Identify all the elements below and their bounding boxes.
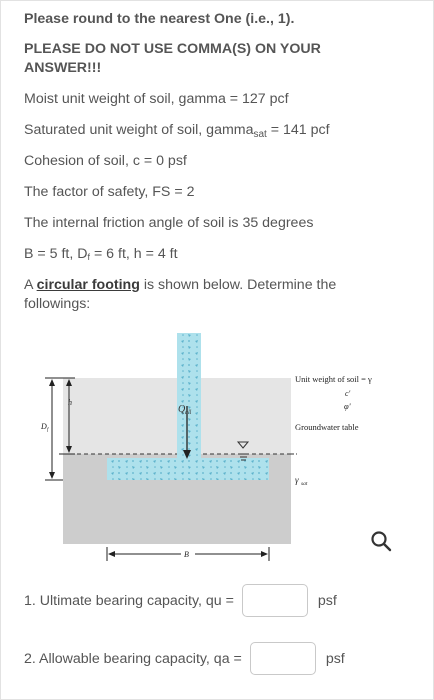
cohesion: Cohesion of soil, c = 0 psf — [24, 153, 187, 169]
groundwater-table-label: Groundwater table — [295, 422, 359, 432]
allowable-bearing-unit: psf — [325, 650, 345, 667]
circular-footing-link[interactable]: circular footing — [36, 277, 140, 293]
h-label: h — [68, 398, 72, 407]
dims-b: B = 5 ft, D — [24, 246, 88, 262]
no-comma-warning-line2: ANSWER!!! — [24, 60, 102, 76]
no-comma-warning-line1: PLEASE DO NOT USE COMMA(S) ON YOUR — [24, 41, 321, 57]
allowable-bearing-label: 2. Allowable bearing capacity, qa = — [24, 650, 242, 667]
dims-rest: = 6 ft, h = 4 ft — [90, 246, 178, 262]
question-allowable-bearing — [24, 642, 345, 675]
moist-unit-weight: Moist unit weight of soil, gamma = 127 pcf — [24, 91, 289, 107]
search-icon[interactable] — [370, 530, 392, 552]
q-sub: all — [185, 410, 192, 416]
dims-subscript: f — [87, 252, 90, 262]
cohesion-label: c' — [345, 389, 351, 398]
q-label: Q — [178, 404, 186, 415]
ultimate-bearing-unit: psf — [317, 592, 337, 609]
df-sub: f — [47, 428, 49, 433]
factor-of-safety: The factor of safety, FS = 2 — [24, 184, 195, 200]
footing-base — [107, 458, 269, 480]
gamma-sat-label: γ — [295, 475, 299, 485]
circular-footing-diagram — [39, 326, 409, 571]
df-label: D — [41, 422, 47, 431]
prompt-post: is shown below. Determine the — [139, 277, 337, 293]
friction-angle: The internal friction angle of soil is 35 degrees — [24, 215, 314, 231]
saturated-unit-weight — [24, 122, 330, 140]
ultimate-bearing-label: 1. Ultimate bearing capacity, qu = — [24, 592, 234, 609]
allowable-bearing-input[interactable] — [250, 642, 316, 675]
question-ultimate-bearing — [24, 584, 337, 617]
b-label: B — [184, 550, 189, 559]
b-dimension — [107, 547, 269, 561]
saturated-subscript: sat — [253, 129, 267, 140]
gamma-sat-sub: sat — [301, 481, 308, 487]
phi-label: φ' — [344, 401, 351, 411]
prompt-line2: followings: — [24, 296, 91, 312]
dimensions — [24, 246, 178, 262]
unit-weight-label: Unit weight of soil = γ — [295, 374, 372, 384]
saturated-prefix: Saturated unit weight of soil, gamma — [24, 122, 254, 138]
prompt-line1 — [24, 277, 336, 293]
ultimate-bearing-input[interactable] — [242, 584, 308, 617]
prompt-pre: A — [24, 277, 37, 293]
round-instruction: Please round to the nearest One (i.e., 1). — [24, 11, 295, 27]
df-dimension — [40, 378, 63, 480]
saturated-value: = 141 pcf — [266, 122, 330, 138]
